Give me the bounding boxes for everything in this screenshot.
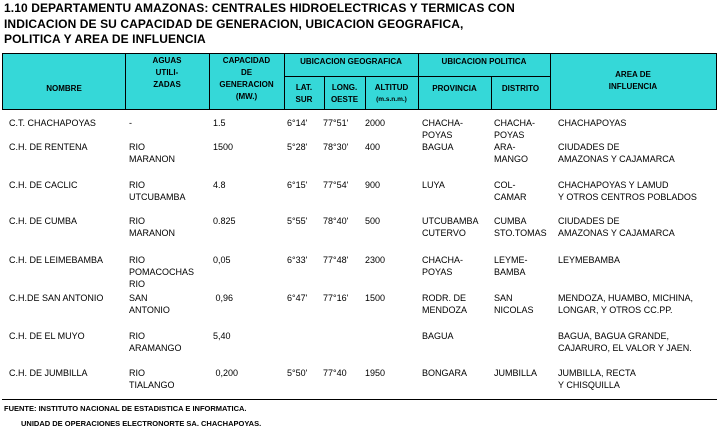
table-row bbox=[0, 292, 718, 322]
cell-dist: ARA- MANGO bbox=[494, 142, 529, 164]
cell-cap: 0,96 bbox=[213, 293, 234, 303]
cell-aguas: RIO MARANON bbox=[129, 216, 176, 238]
cell-prov: CHACHA- POYAS bbox=[422, 118, 464, 140]
cell-long: 77°16' bbox=[323, 293, 349, 303]
cell-lat: 5°55' bbox=[287, 216, 308, 226]
footer-source: FUENTE: INSTITUTO NACIONAL DE ESTADISTICA E INFORMATICA. bbox=[4, 404, 247, 413]
header-nombre: NOMBRE bbox=[46, 84, 82, 93]
table-header bbox=[2, 53, 717, 110]
cell-prov: BAGUA bbox=[422, 142, 454, 152]
cell-area: LEYMEBAMBA bbox=[558, 255, 621, 265]
header-distrito: DISTRITO bbox=[501, 84, 540, 93]
header-provincia: PROVINCIA bbox=[432, 84, 477, 93]
cell-cap: 1.5 bbox=[213, 118, 226, 128]
cell-cap: 5,40 bbox=[213, 331, 231, 341]
table-row bbox=[0, 179, 718, 209]
cell-area: CHACHAPOYAS Y LAMUD Y OTROS CENTROS POBLADOS bbox=[558, 180, 697, 202]
cell-alt: 2000 bbox=[365, 118, 386, 128]
footer-unit: UNIDAD DE OPERACIONES ELECTRONORTE SA. CHACHAPOYAS. bbox=[21, 419, 262, 428]
table-row bbox=[0, 141, 718, 171]
cell-alt: 500 bbox=[365, 216, 381, 226]
cell-cap: 0,200 bbox=[213, 368, 239, 378]
cell-prov: UTCUBAMBA CUTERVO bbox=[422, 216, 479, 238]
header-ubicacion-geografica: UBICACION GEOGRAFICA bbox=[300, 57, 402, 66]
cell-cap: 0,05 bbox=[213, 255, 231, 265]
table-title bbox=[4, 1, 714, 48]
cell-nombre: C.H.DE SAN ANTONIO bbox=[9, 293, 104, 303]
cell-lat: 6°33' bbox=[287, 255, 308, 265]
cell-prov: BAGUA bbox=[422, 331, 454, 341]
cell-dist: SAN NICOLAS bbox=[494, 293, 534, 315]
cell-aguas: SAN ANTONIO bbox=[129, 293, 170, 315]
cell-long: 78°40' bbox=[323, 216, 349, 226]
header-altitud: ALTITUD (m.s.n.m.) bbox=[374, 83, 409, 103]
title-line-3: POLITICA Y AREA DE INFLUENCIA bbox=[4, 32, 206, 46]
cell-lat: 5°50' bbox=[287, 368, 308, 378]
footer-divider bbox=[2, 399, 717, 400]
cell-nombre: C.H. DE RENTENA bbox=[9, 142, 88, 152]
cell-long: 77°40 bbox=[323, 368, 347, 378]
cell-prov: LUYA bbox=[422, 180, 445, 190]
cell-area: CIUDADES DE AMAZONAS Y CAJAMARCA bbox=[558, 216, 675, 238]
cell-nombre: C.H. DE CACLIC bbox=[9, 180, 78, 190]
cell-alt: 1950 bbox=[365, 368, 386, 378]
cell-cap: 0.825 bbox=[213, 216, 236, 226]
cell-alt: 2300 bbox=[365, 255, 386, 265]
header-long: LONG. OESTE bbox=[330, 83, 359, 104]
cell-aguas: RIO UTCUBAMBA bbox=[129, 180, 186, 202]
cell-aguas: RIO POMACOCHAS RIO bbox=[129, 255, 195, 289]
header-capacidad: CAPACIDAD DE GENERACION (MW.) bbox=[219, 56, 274, 101]
cell-long: 78°30' bbox=[323, 142, 349, 152]
title-line-1: 1.10 DEPARTAMENTU AMAZONAS: CENTRALES HIDROELECTRICAS Y TERMICAS CON bbox=[4, 1, 515, 15]
cell-prov: BONGARA bbox=[422, 368, 468, 378]
cell-nombre: C.H. DE EL MUYO bbox=[9, 331, 85, 341]
cell-lat: 6°14' bbox=[287, 118, 308, 128]
table-row bbox=[0, 254, 718, 289]
title-line-2: INDICACION DE SU CAPACIDAD DE GENERACION, UBICACION GEOGRAFICA, bbox=[4, 16, 464, 31]
cell-dist: COL- CAMAR bbox=[494, 180, 527, 202]
cell-cap: 1500 bbox=[213, 142, 234, 152]
cell-nombre: C.H. DE JUMBILLA bbox=[9, 368, 88, 378]
cell-dist: JUMBILLA bbox=[494, 368, 538, 378]
cell-lat: 6°15' bbox=[287, 180, 308, 190]
header-ubicacion-politica: UBICACION POLITICA bbox=[441, 57, 527, 66]
cell-aguas: RIO TIALANGO bbox=[129, 368, 175, 390]
header-area: AREA DE INFLUENCIA bbox=[608, 70, 658, 91]
table-row bbox=[0, 215, 718, 245]
table-row bbox=[0, 330, 718, 360]
cell-prov: CHACHA- POYAS bbox=[422, 255, 464, 277]
cell-area: JUMBILLA, RECTA Y CHISQUILLA bbox=[558, 368, 636, 390]
cell-nombre: C.H. DE CUMBA bbox=[9, 216, 78, 226]
cell-lat: 6°47' bbox=[287, 293, 308, 303]
cell-area: CHACHAPOYAS bbox=[558, 118, 627, 128]
cell-dist: LEYME- BAMBA bbox=[494, 255, 528, 277]
cell-aguas: RIO MARANON bbox=[129, 142, 176, 164]
cell-area: CIUDADES DE AMAZONAS Y CAJAMARCA bbox=[558, 142, 675, 164]
cell-alt: 1500 bbox=[365, 293, 386, 303]
cell-aguas: RIO ARAMANGO bbox=[129, 331, 182, 353]
cell-nombre: C.H. DE LEIMEBAMBA bbox=[9, 255, 104, 265]
table-row bbox=[0, 367, 718, 397]
cell-dist: CHACHA- POYAS bbox=[494, 118, 536, 140]
cell-dist: CUMBA STO.TOMAS bbox=[494, 216, 547, 238]
cell-aguas: - bbox=[129, 118, 132, 128]
cell-lat: 5°28' bbox=[287, 142, 308, 152]
header-aguas: AGUAS UTILI- ZADAS bbox=[152, 56, 182, 89]
cell-area: MENDOZA, HUAMBO, MICHINA, LONGAR, Y OTROS CC.PP. bbox=[558, 293, 694, 315]
cell-cap: 4.8 bbox=[213, 180, 226, 190]
cell-long: 77°48' bbox=[323, 255, 349, 265]
cell-alt: 400 bbox=[365, 142, 381, 152]
cell-alt: 900 bbox=[365, 180, 381, 190]
cell-area: BAGUA, BAGUA GRANDE, CAJARURO, EL VALOR Y JAEN. bbox=[558, 331, 692, 353]
cell-long: 77°54' bbox=[323, 180, 349, 190]
header-lat: LAT. SUR bbox=[295, 83, 313, 104]
cell-nombre: C.T. CHACHAPOYAS bbox=[9, 118, 96, 128]
cell-long: 77°51' bbox=[323, 118, 349, 128]
cell-prov: RODR. DE MENDOZA bbox=[422, 293, 467, 315]
